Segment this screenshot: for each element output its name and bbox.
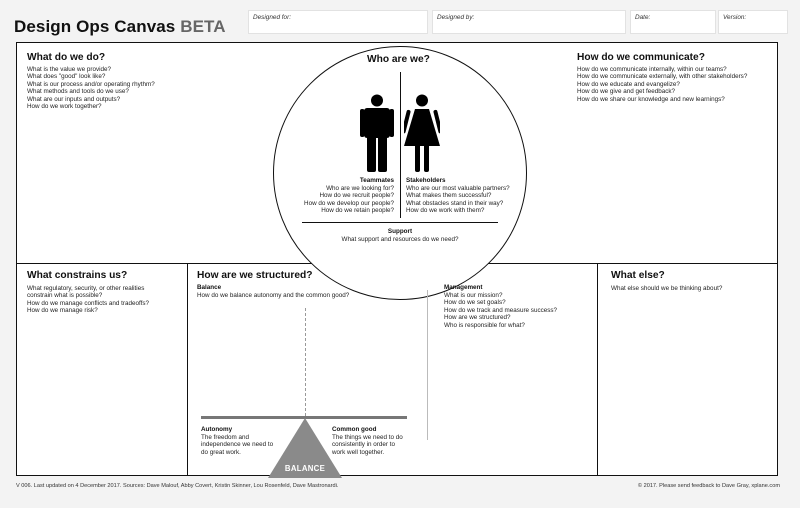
balance-question: How do we balance autonomy and the common good? (197, 292, 350, 299)
question: constrain what is possible? (27, 292, 103, 300)
question: How do we manage conflicts and tradeoffs? (27, 299, 150, 307)
question: What is the value we provide? (27, 66, 112, 73)
question: How do we educate and evangelize? (577, 80, 680, 88)
designed-by-field[interactable] (432, 10, 626, 34)
description-line: The freedom and (201, 434, 249, 441)
footer-credits: V 006. Last updated on 4 December 2017. Sources: Dave Malouf, Abby Covert, Kristin Skinner, Lou Rosenfeld, Dave Mastronardi. (16, 483, 339, 489)
teammates-questions (274, 185, 394, 215)
description-line: consistently in order to (332, 441, 395, 449)
balance-dashed-line (305, 308, 306, 416)
designed-for-field[interactable] (248, 10, 428, 34)
section-title-structured: How are we structured? (197, 270, 313, 281)
date-field[interactable] (630, 10, 716, 34)
page-title (14, 17, 226, 37)
support-question: What support and resources do we need? (341, 236, 459, 243)
question: How do we give and get feedback? (577, 88, 676, 96)
question: What is our process and/or operating rhythm? (27, 80, 155, 88)
support-divider (302, 222, 498, 223)
question: How do we retain people? (321, 207, 394, 215)
description-line: independence we need to (201, 441, 274, 449)
management-label: Management (444, 284, 483, 291)
what-else-question: What else should we be thinking about? (611, 285, 723, 292)
question: Who are our most valuable partners? (406, 185, 510, 192)
question: Who are we looking for? (326, 185, 394, 192)
question: How do we work together? (27, 103, 102, 111)
section-title-how-communicate: How do we communicate? (577, 52, 705, 63)
question: How do we communicate internally, within our teams? (577, 66, 727, 73)
description-line: do great work. (201, 448, 241, 456)
autonomy-label: Autonomy (201, 426, 233, 433)
question: How do we set goals? (444, 299, 506, 307)
section-title-what-else: What else? (611, 270, 665, 281)
title-text: Design Ops Canvas (14, 17, 176, 36)
section-title-constrains: What constrains us? (27, 270, 128, 281)
question: What regulatory, security, or other realities (27, 285, 145, 292)
description-line: The things we need to do (332, 434, 403, 441)
beta-label: BETA (180, 17, 226, 36)
balance-badge: BALANCE (284, 464, 326, 473)
question: How do we track and measure success? (444, 306, 558, 314)
balance-label: Balance (197, 284, 222, 291)
autonomy-description (201, 434, 273, 456)
common-good-label: Common good (332, 426, 377, 433)
version-field[interactable] (718, 10, 788, 34)
question: How do we manage risk? (27, 307, 98, 315)
common-good-description (332, 434, 403, 456)
support-label: Support (387, 228, 413, 235)
question: How do we recruit people? (319, 192, 394, 200)
designed-by-label: Designed by: (437, 14, 475, 21)
man-icon (360, 94, 394, 172)
woman-icon (404, 94, 440, 172)
question: What makes them successful? (406, 192, 492, 200)
question: What methods and tools do we use? (27, 88, 129, 96)
date-label: Date: (635, 14, 651, 21)
question: What does "good" look like? (27, 73, 106, 81)
designed-for-label: Designed for: (253, 14, 292, 21)
how-communicate-questions (577, 66, 747, 103)
question: Who is responsible for what? (444, 321, 525, 329)
section-title-who-are-we: Who are we? (367, 54, 430, 65)
description-line: work well together. (332, 448, 385, 456)
constrains-questions (27, 285, 149, 315)
question: How do we communicate externally, with other stakeholders? (577, 73, 748, 81)
question: How do we work with them? (406, 207, 485, 215)
management-divider (427, 290, 428, 440)
stakeholders-questions (406, 185, 510, 215)
divider-left (187, 263, 188, 476)
question: How do we develop our people? (304, 199, 394, 207)
question: What obstacles stand in their way? (406, 199, 504, 207)
version-label: Version: (723, 14, 747, 21)
question: What is our mission? (444, 292, 503, 299)
teammates-label: Teammates (359, 177, 394, 184)
question: How do we share our knowledge and new learnings? (577, 95, 725, 103)
question: What are our inputs and outputs? (27, 95, 121, 103)
stakeholders-label: Stakeholders (406, 177, 446, 184)
question: How are we structured? (444, 314, 511, 322)
people-divider (400, 72, 401, 218)
what-do-we-do-questions (27, 66, 155, 110)
section-title-what-do-we-do: What do we do? (27, 52, 106, 63)
management-questions (444, 292, 557, 329)
footer-copyright: © 2017. Please send feedback to Dave Gray, xplane.com (637, 483, 780, 489)
divider-right (597, 263, 598, 476)
